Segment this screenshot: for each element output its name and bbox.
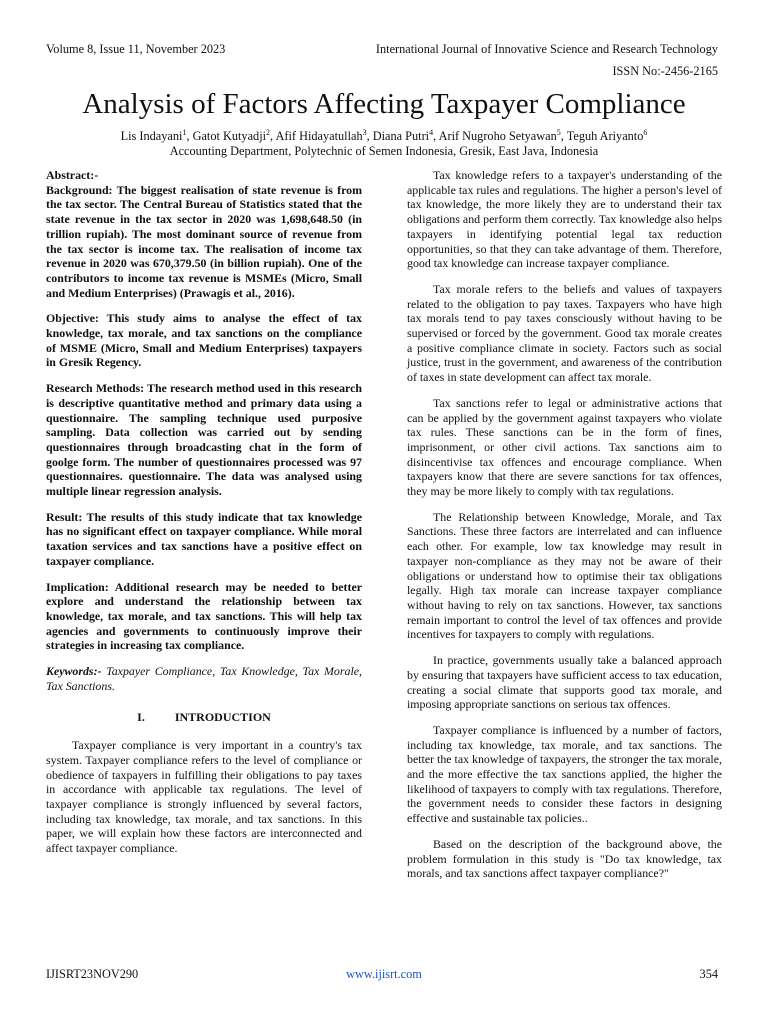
left-column [46,168,362,867]
section-heading [46,710,362,725]
keywords-list: Taxpayer Compliance, Tax Knowledge, Tax Morale, Tax Sanctions. [46,664,362,693]
affiliation: Accounting Department, Polytechnic of Semen Indonesia, Gresik, East Java, Indonesia [169,144,599,158]
intro-paragraph: Taxpayer compliance is very important in a country's tax system. Taxpayer compliance refers to the level of compliance or obedience of taxpayers in fulfilling their obligations to pay taxes in accordance with applicable tax regulations. The level of taxpayer compliance is strongly influenced by several factors, including tax knowledge, tax morale, and tax sanctions. In this paper, we will explain how these factors are interconnected and affect taxpayer compliance. [46,738,362,856]
body-paragraph-relationship: The Relationship between Knowledge, Morale, and Tax Sanctions. These three factors are interrelated and can influence each other. For example, low tax knowledge may result in taxpayer non-compliance as they may not be aware of their obligations or understand how to optimise their tax obligations legally. High tax morale can increase taxpayer compliance without having to rely on tax sanctions. However, tax sanctions remain important to control the level of tax offences and provide incentives for taxpayers to comply with regulations. [407,509,722,642]
author-affil-mark: 4 [429,127,434,137]
keywords-label: Keywords:- [46,664,102,679]
right-column [407,168,722,892]
body-paragraph-problem-formulation: Based on the description of the background above, the problem formulation in this study is "Do tax knowledge, tax morals, and tax sanctions affect taxpayer compliance?" [407,836,722,881]
paper-id: IJISRT23NOV290 [46,967,139,981]
body-paragraph-compliance: Taxpayer compliance is influenced by a number of factors, including tax knowledge, tax morale, and tax sanctions. The better the tax knowledge of taxpayers, the stronger the tax morale, and the more effective the tax sanctions applied, the higher the likelihood of taxpayers to comply with tax regulations. Therefore, the government needs to consider these factors in designing effective and sustainable tax policies.. [407,722,722,826]
author-name: Lis Indayani [120,129,183,143]
journal-website-link [0,967,768,982]
body-paragraph-tax-morale: Tax morale refers to the beliefs and values of taxpayers related to the obligation to pay taxes. Taxpayers who have high tax morals tend to pay taxes consciously without having to be supervised or forced by the government. Good tax morale creates a positive compliance climate in society. Factors such as social justice, trust in the government, and awareness of the contribution of taxes in state development can affect tax morale. [407,281,722,385]
author-name: Gatot Kutyadji [192,129,267,143]
author-affil-mark: 1 [182,127,187,137]
author-name: Diana Putri [372,129,430,143]
author-affil-mark: 6 [643,127,648,137]
abstract-objective: Objective: This study aims to analyse the effect of tax knowledge, tax morale, and tax sanctions on the compliance of MSME (Micro, Small and Medium Enterprises) taxpayers in Gresik Regency. [46,311,362,370]
body-paragraph-practice: In practice, governments usually take a balanced approach by ensuring that taxpayers have sufficient access to tax education, creating a social climate that supports good tax morale, and imposing appropriate sanctions on serious tax offences. [407,653,722,712]
keywords [46,664,362,693]
abstract-heading: Abstract:- [46,168,99,182]
abstract-background: Background: The biggest realisation of state revenue is from the tax sector. The Central Bureau of Statistics stated that the state revenue in the tax sector in 2020 was 1,698,648.50 (in trillion rupiah). The most dominant source of revenue from the tax sector is income tax. The realisation of income tax revenue in 2020 was 670,379.50 (in billion rupiah). One of the contributors to income tax revenue is MSMEs (Micro, Small and Medium Enterprises) (Prawagis et al., 2016). [46,182,362,300]
author-affil-mark: 3 [362,127,367,137]
author-affil-mark: 5 [556,127,561,137]
abstract-methods: Research Methods: The research method used in this research is descriptive quantitative method and primary data using a questionnaire. The sampling technique used purposive sampling. Data collection was carried out by sending questionnaires through broadcasting chat in the form of goolge form. The number of questionnaires processed was 97 questionnaires. questionnaire. The data was analysed using multiple linear regression analysis. [46,381,362,499]
issn: ISSN No:-2456-2165 [612,64,718,78]
journal-name: International Journal of Innovative Science and Research Technology [375,42,718,56]
body-paragraph-tax-knowledge: Tax knowledge refers to a taxpayer's understanding of the applicable tax rules and regulations. The higher a person's level of tax knowledge, the more likely they are to understand their tax obligations and perform them correctly. Tax knowledge also helps taxpayers in identifying potential legal tax reduction opportunities, so that they can take advantage of them. Therefore, good tax knowledge can increase taxpayer compliance. [407,168,722,271]
body-paragraph-tax-sanctions: Tax sanctions refer to legal or administrative actions that can be applied by the government against taxpayers who violate tax rules. These sanctions can be in the form of fines, imprisonment, or other civil actions. Tax sanctions aim to disincentivise tax offences and encourage compliance. When taxpayers know that there are severe sanctions for tax offences, they may be more likely to comply with tax regulations. [407,395,722,499]
abstract-implication: Implication: Additional research may be needed to better explore and understand the relationship between tax knowledge, tax morale, and tax sanctions. This will help tax agencies and governments to continuously improve their strategies in increasing tax compliance. [46,579,362,653]
author-list: Lis Indayani$^1$, Gatot Kutyadji$^2$, Afif Hidayatullah$^3$, Diana Putri$^4$, Arif Nugroho Setyawan$^5$, Teguh Ariyanto$^6$ [120,127,648,143]
author-affil-mark: 2 [266,127,271,137]
journal-url[interactable]: www.ijisrt.com [346,967,422,981]
section-title: INTRODUCTION [174,709,271,724]
abstract-result: Result: The results of this study indicate that tax knowledge has no significant effect on taxpayer compliance. While moral taxation services and tax sanctions have a positive effect on taxpayer compliance. [46,509,362,568]
page-number: 354 [699,967,718,981]
author-name: Arif Nugroho Setyawan [438,129,557,143]
volume-info: Volume 8, Issue 11, November 2023 [46,42,226,56]
section-number: I. [137,709,145,724]
paper-title: Analysis of Factors Affecting Taxpayer Compliance [82,88,686,120]
author-block [0,129,768,159]
author-name: Teguh Ariyanto [566,129,644,143]
author-name: Afif Hidayatullah [275,129,363,143]
